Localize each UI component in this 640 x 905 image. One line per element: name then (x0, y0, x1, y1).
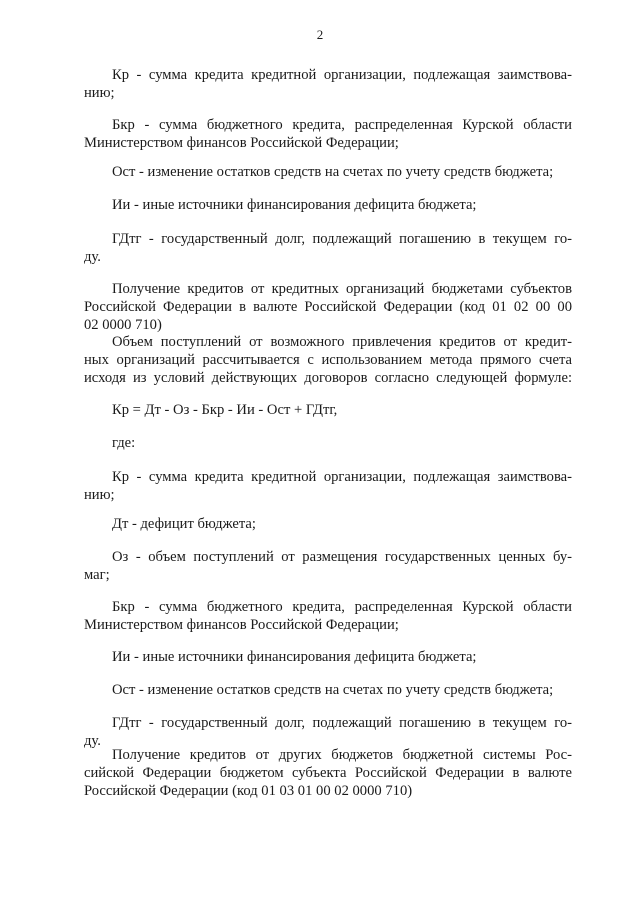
text-line: Кр - сумма кредита кредитной организации, подлежащая заимствова- (112, 469, 572, 485)
text-line: Министерством финансов Российской Федерации; (84, 617, 399, 633)
text-line: ных организаций рассчитывается с использованием метода прямого счета (84, 352, 572, 368)
text-line: Российской Федерации (код 01 03 01 00 02 0000 710) (84, 783, 413, 799)
text-line: Объем поступлений от возможного привлечения кредитов от кредит- (112, 334, 572, 350)
paragraph-volume-calculation (84, 333, 572, 387)
text-line: Ост - изменение остатков средств на счетах по учету средств бюджета; (112, 164, 554, 180)
formula (84, 401, 572, 419)
paragraph-bkr-definition-2 (84, 598, 572, 634)
paragraph-other-budgets-heading (84, 746, 572, 800)
page-number: 2 (316, 27, 324, 42)
paragraph-ii-definition-2 (84, 648, 572, 666)
text-line: Оз - объем поступлений от размещения государственных ценных бу- (112, 549, 572, 565)
paragraph-gdtg-definition-2 (84, 714, 572, 750)
text-line: где: (112, 435, 136, 451)
text-line: Российской Федерации в валюте Российской Федерации (код 01 02 00 00 (84, 299, 572, 315)
text-line: сийской Федерации бюджетом субъекта Российской Федерации в валюте (84, 765, 572, 781)
formula-text: Кр = Дт - Оз - Бкр - Ии - Ост + ГДтг, (112, 402, 338, 418)
text-line: Получение кредитов от кредитных организаций бюджетами субъектов (112, 281, 572, 297)
paragraph-kr-definition (84, 66, 572, 102)
text-line: Ии - иные источники финансирования дефицита бюджета; (112, 197, 477, 213)
text-line: маг; (84, 567, 110, 583)
text-line: Дт - дефицит бюджета; (112, 516, 256, 532)
text-line: ду. (84, 733, 101, 749)
text-line: Бкр - сумма бюджетного кредита, распределенная Курской области (112, 117, 572, 133)
text-line: Ии - иные источники финансирования дефицита бюджета; (112, 649, 477, 665)
paragraph-credit-orgs-heading (84, 280, 572, 334)
paragraph-ost-definition-2 (84, 681, 572, 699)
paragraph-gdtg-definition (84, 230, 572, 266)
text-line: ГДтг - государственный долг, подлежащий погашению в текущем го- (112, 715, 572, 731)
text-line: Министерством финансов Российской Федерации; (84, 135, 399, 151)
paragraph-dt-definition (84, 515, 572, 533)
text-line: Получение кредитов от других бюджетов бюджетной системы Рос- (112, 747, 572, 763)
text-line: нию; (84, 487, 115, 503)
paragraph-where (84, 434, 572, 452)
text-line: ГДтг - государственный долг, подлежащий погашению в текущем го- (112, 231, 572, 247)
text-line: ду. (84, 249, 101, 265)
text-line: 02 0000 710) (84, 317, 162, 333)
paragraph-ii-definition (84, 196, 572, 214)
text-line: Кр - сумма кредита кредитной организации, подлежащая заимствова- (112, 67, 572, 83)
text-line: Бкр - сумма бюджетного кредита, распределенная Курской области (112, 599, 572, 615)
text-line: Ост - изменение остатков средств на счетах по учету средств бюджета; (112, 682, 554, 698)
paragraph-bkr-definition (84, 116, 572, 152)
text-line: исходя из условий действующих договоров согласно следующей формуле: (84, 370, 572, 386)
paragraph-kr-definition-2 (84, 468, 572, 504)
text-line: нию; (84, 85, 115, 101)
paragraph-oz-definition (84, 548, 572, 584)
paragraph-ost-definition (84, 163, 572, 181)
